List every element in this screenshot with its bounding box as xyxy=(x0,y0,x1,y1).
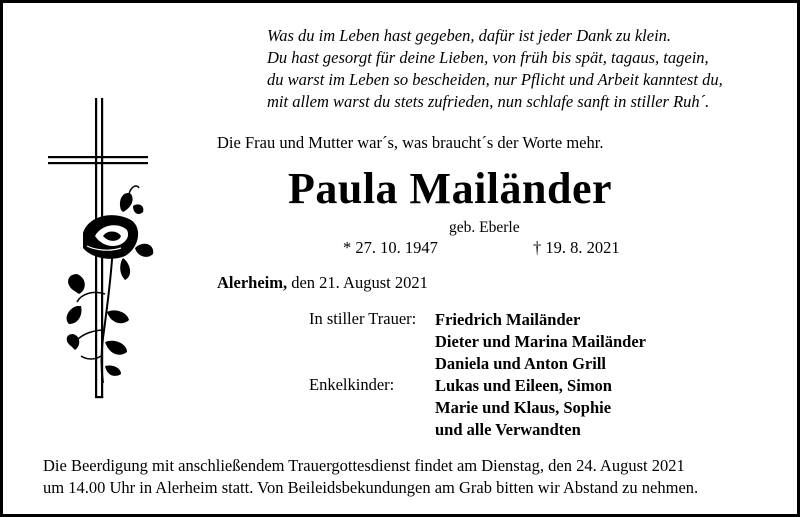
mourner-name: Dieter und Marina Mailänder xyxy=(435,332,646,351)
maiden-name: geb. Eberle xyxy=(449,219,520,236)
poem xyxy=(267,25,723,113)
mourner-name: Friedrich Mailänder xyxy=(435,310,581,329)
place-town: Alerheim, xyxy=(217,273,288,292)
funeral-line: um 14.00 Uhr in Alerheim statt. Von Beileidsbekundungen am Grab bitten wir Abstand zu nehmen. xyxy=(43,478,699,497)
place-date: den 21. August 2021 xyxy=(287,273,428,292)
mourner-name: Daniela und Anton Grill xyxy=(435,354,607,373)
grandchild-name: Lukas und Eileen, Simon xyxy=(435,376,612,395)
poem-line: Was du im Leben hast gegeben, dafür ist jeder Dank zu klein. xyxy=(267,26,672,45)
poem-line: du warst im Leben so bescheiden, nur Pflicht und Arbeit kanntest du, xyxy=(267,70,723,89)
funeral-notice xyxy=(43,455,698,499)
funeral-line: Die Beerdigung mit anschließendem Trauergottesdienst findet am Dienstag, den 24. August 2021 xyxy=(43,456,685,475)
relatives-line: und alle Verwandten xyxy=(435,420,581,439)
grandchild-name: Marie und Klaus, Sophie xyxy=(435,398,612,417)
grandchildren-label: Enkelkinder: xyxy=(309,375,395,394)
place-and-date xyxy=(217,273,428,293)
mourner-names xyxy=(435,309,646,441)
cross-with-rose-icon xyxy=(43,98,158,418)
mourners-label: In stiller Trauer: xyxy=(309,309,417,328)
quote: Die Frau und Mutter war´s, was braucht´s der Worte mehr. xyxy=(217,133,604,152)
death-date: † 19. 8. 2021 xyxy=(533,238,620,257)
birth-date: * 27. 10. 1947 xyxy=(343,238,438,257)
poem-line: mit allem warst du stets zufrieden, nun schlafe sanft in stiller Ruh´. xyxy=(267,92,710,111)
poem-line: Du hast gesorgt für deine Lieben, von früh bis spät, tagaus, tagein, xyxy=(267,48,709,67)
deceased-name: Paula Mailänder xyxy=(287,164,613,213)
